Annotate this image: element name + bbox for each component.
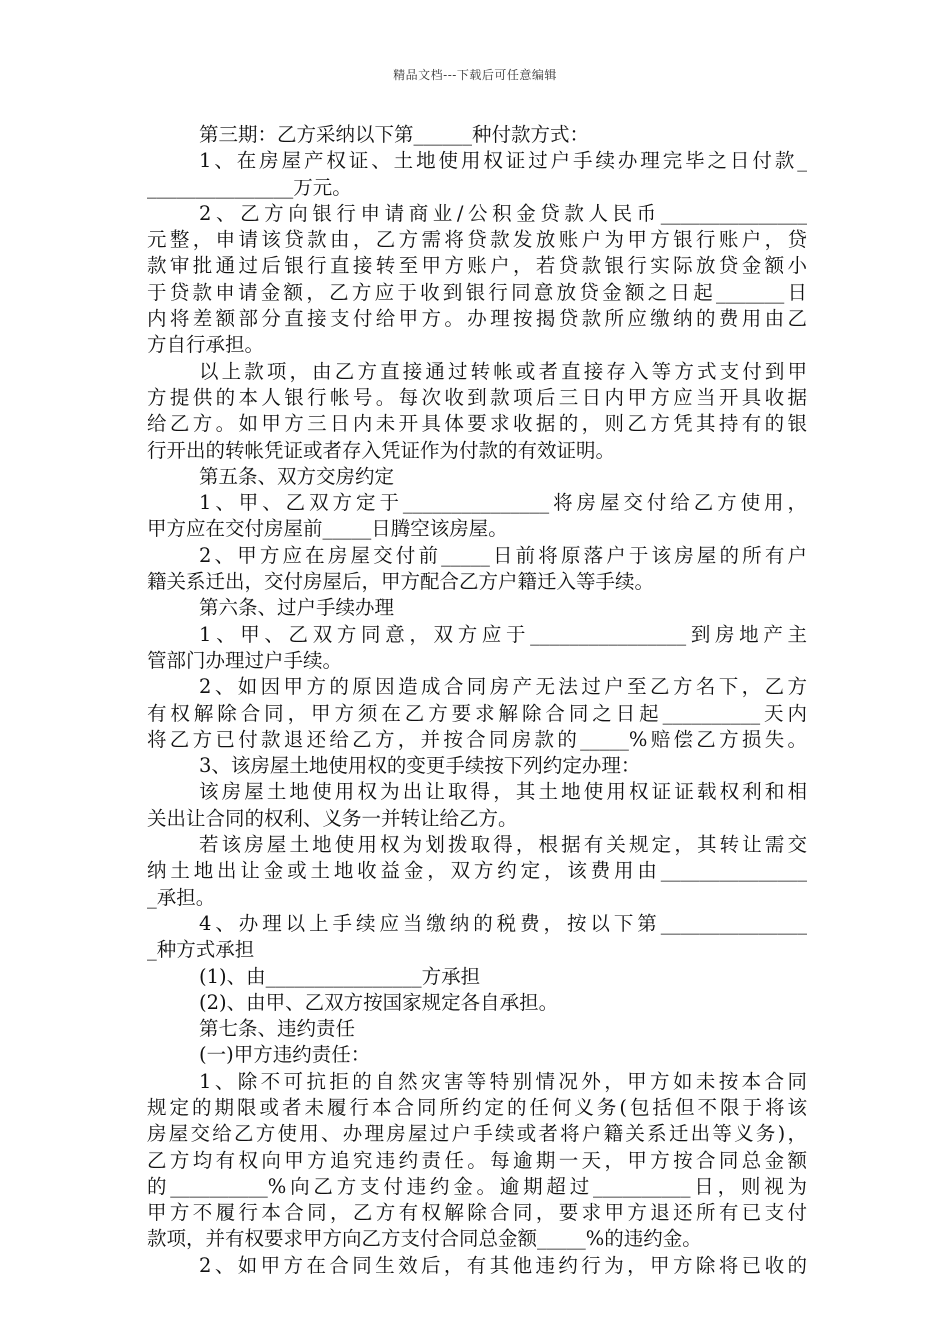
text-line: 籍关系迁出，交付房屋后，甲方配合乙方户籍迁入等手续。 <box>147 570 655 594</box>
text-line: 第五条、双方交房约定 <box>199 464 395 488</box>
text-line: 关出让合同的权利、义务一并转让给乙方。 <box>147 806 518 830</box>
text-line: 若该房屋土地使用权为划拨取得，根据有关规定，其转让需交 <box>199 833 807 857</box>
text-line: 甲方应在交付房屋前_____日腾空该房屋。 <box>147 517 508 541</box>
text-line: 于贷款申请金额，乙方应于收到银行同意放贷金额之日起_______日 <box>147 280 807 304</box>
text-line: 的__________%向乙方支付违约金。逾期超过__________日，则视为 <box>147 1174 807 1198</box>
text-line: _种方式承担 <box>147 938 255 962</box>
text-line: (2)、由甲、乙双方按国家规定各自承担。 <box>199 990 559 1014</box>
text-line: 方自行承担。 <box>147 333 265 357</box>
text-line: 将乙方已付款退还给乙方，并按合同房款的_____%赔偿乙方损失。 <box>147 727 807 751</box>
text-line: 方提供的本人银行帐号。每次收到款项后三日内甲方应当开具收据 <box>147 385 807 409</box>
text-line: 第三期：乙方采纳以下第______种付款方式： <box>199 123 590 146</box>
text-line: 元整，申请该贷款由，乙方需将贷款发放账户为甲方银行账户，贷 <box>147 228 807 252</box>
text-line: 第七条、违约责任 <box>199 1017 356 1041</box>
text-line: 2、如甲方在合同生效后，有其他违约行为，甲方除将已收的 <box>199 1253 807 1277</box>
text-line: 该房屋土地使用权为出让取得，其土地使用权证证载权利和相 <box>199 780 807 804</box>
page-header: 精品文档---下载后可任意编辑 <box>393 68 557 82</box>
text-line: 2、乙方向银行申请商业/公积金贷款人民币_______________ <box>199 201 807 225</box>
text-line: 内将差额部分直接支付给甲方。办理按揭贷款所应缴纳的费用由乙 <box>147 307 807 331</box>
text-line: 甲方不履行本合同，乙方有权解除合同，要求甲方退还所有已支付 <box>147 1201 807 1225</box>
text-line: 4、办理以上手续应当缴纳的税费，按以下第_______________ <box>199 911 807 935</box>
text-line: 规定的期限或者未履行本合同所约定的任何义务(包括但不限于将该 <box>147 1095 807 1119</box>
text-line: _______________万元。 <box>147 175 352 199</box>
text-line: (1)、由________________方承担 <box>199 964 481 988</box>
text-line: 行开出的转帐凭证或者存入凭证作为付款的有效证明。 <box>147 438 616 462</box>
text-line: 乙方均有权向甲方追究违约责任。每逾期一天，甲方按合同总金额 <box>147 1148 807 1172</box>
text-line: 以上款项，由乙方直接通过转帐或者直接存入等方式支付到甲 <box>199 359 807 383</box>
text-line: 有权解除合同，甲方须在乙方要求解除合同之日起__________天内 <box>147 701 807 725</box>
text-line: 1、除不可抗拒的自然灾害等特别情况外，甲方如未按本合同 <box>199 1069 807 1093</box>
text-line: 1、在房屋产权证、土地使用权证过户手续办理完毕之日付款_ <box>199 149 807 173</box>
text-line: 2、甲方应在房屋交付前_____日前将原落户于该房屋的所有户 <box>199 543 807 567</box>
document-body <box>147 122 807 1279</box>
text-line: (一)甲方违约责任： <box>199 1043 371 1067</box>
text-line: _承担。 <box>147 885 216 909</box>
text-line: 管部门办理过户手续。 <box>147 648 343 672</box>
text-line: 款项，并有权要求甲方向乙方支付合同总金额_____%的违约金。 <box>147 1227 702 1251</box>
text-line: 2、如因甲方的原因造成合同房产无法过户至乙方名下，乙方 <box>199 675 807 699</box>
text-line: 纳土地出让金或土地收益金，双方约定，该费用由_______________ <box>147 859 807 883</box>
text-line: 1、甲、乙双方同意，双方应于________________到房地产主 <box>199 622 807 646</box>
text-line: 1、甲、乙双方定于_______________将房屋交付给乙方使用， <box>199 491 807 515</box>
text-line: 款审批通过后银行直接转至甲方账户，若贷款银行实际放贷金额小 <box>147 254 807 278</box>
text-line: 给乙方。如甲方三日内未开具体要求收据的，则乙方凭其持有的银 <box>147 412 807 436</box>
text-line: 房屋交给乙方使用、办理房屋过户手续或者将户籍关系迁出等义务)， <box>147 1122 807 1146</box>
text-line: 第六条、过户手续办理 <box>199 596 395 620</box>
text-line: 3、该房屋土地使用权的变更手续按下列约定办理： <box>199 754 641 778</box>
